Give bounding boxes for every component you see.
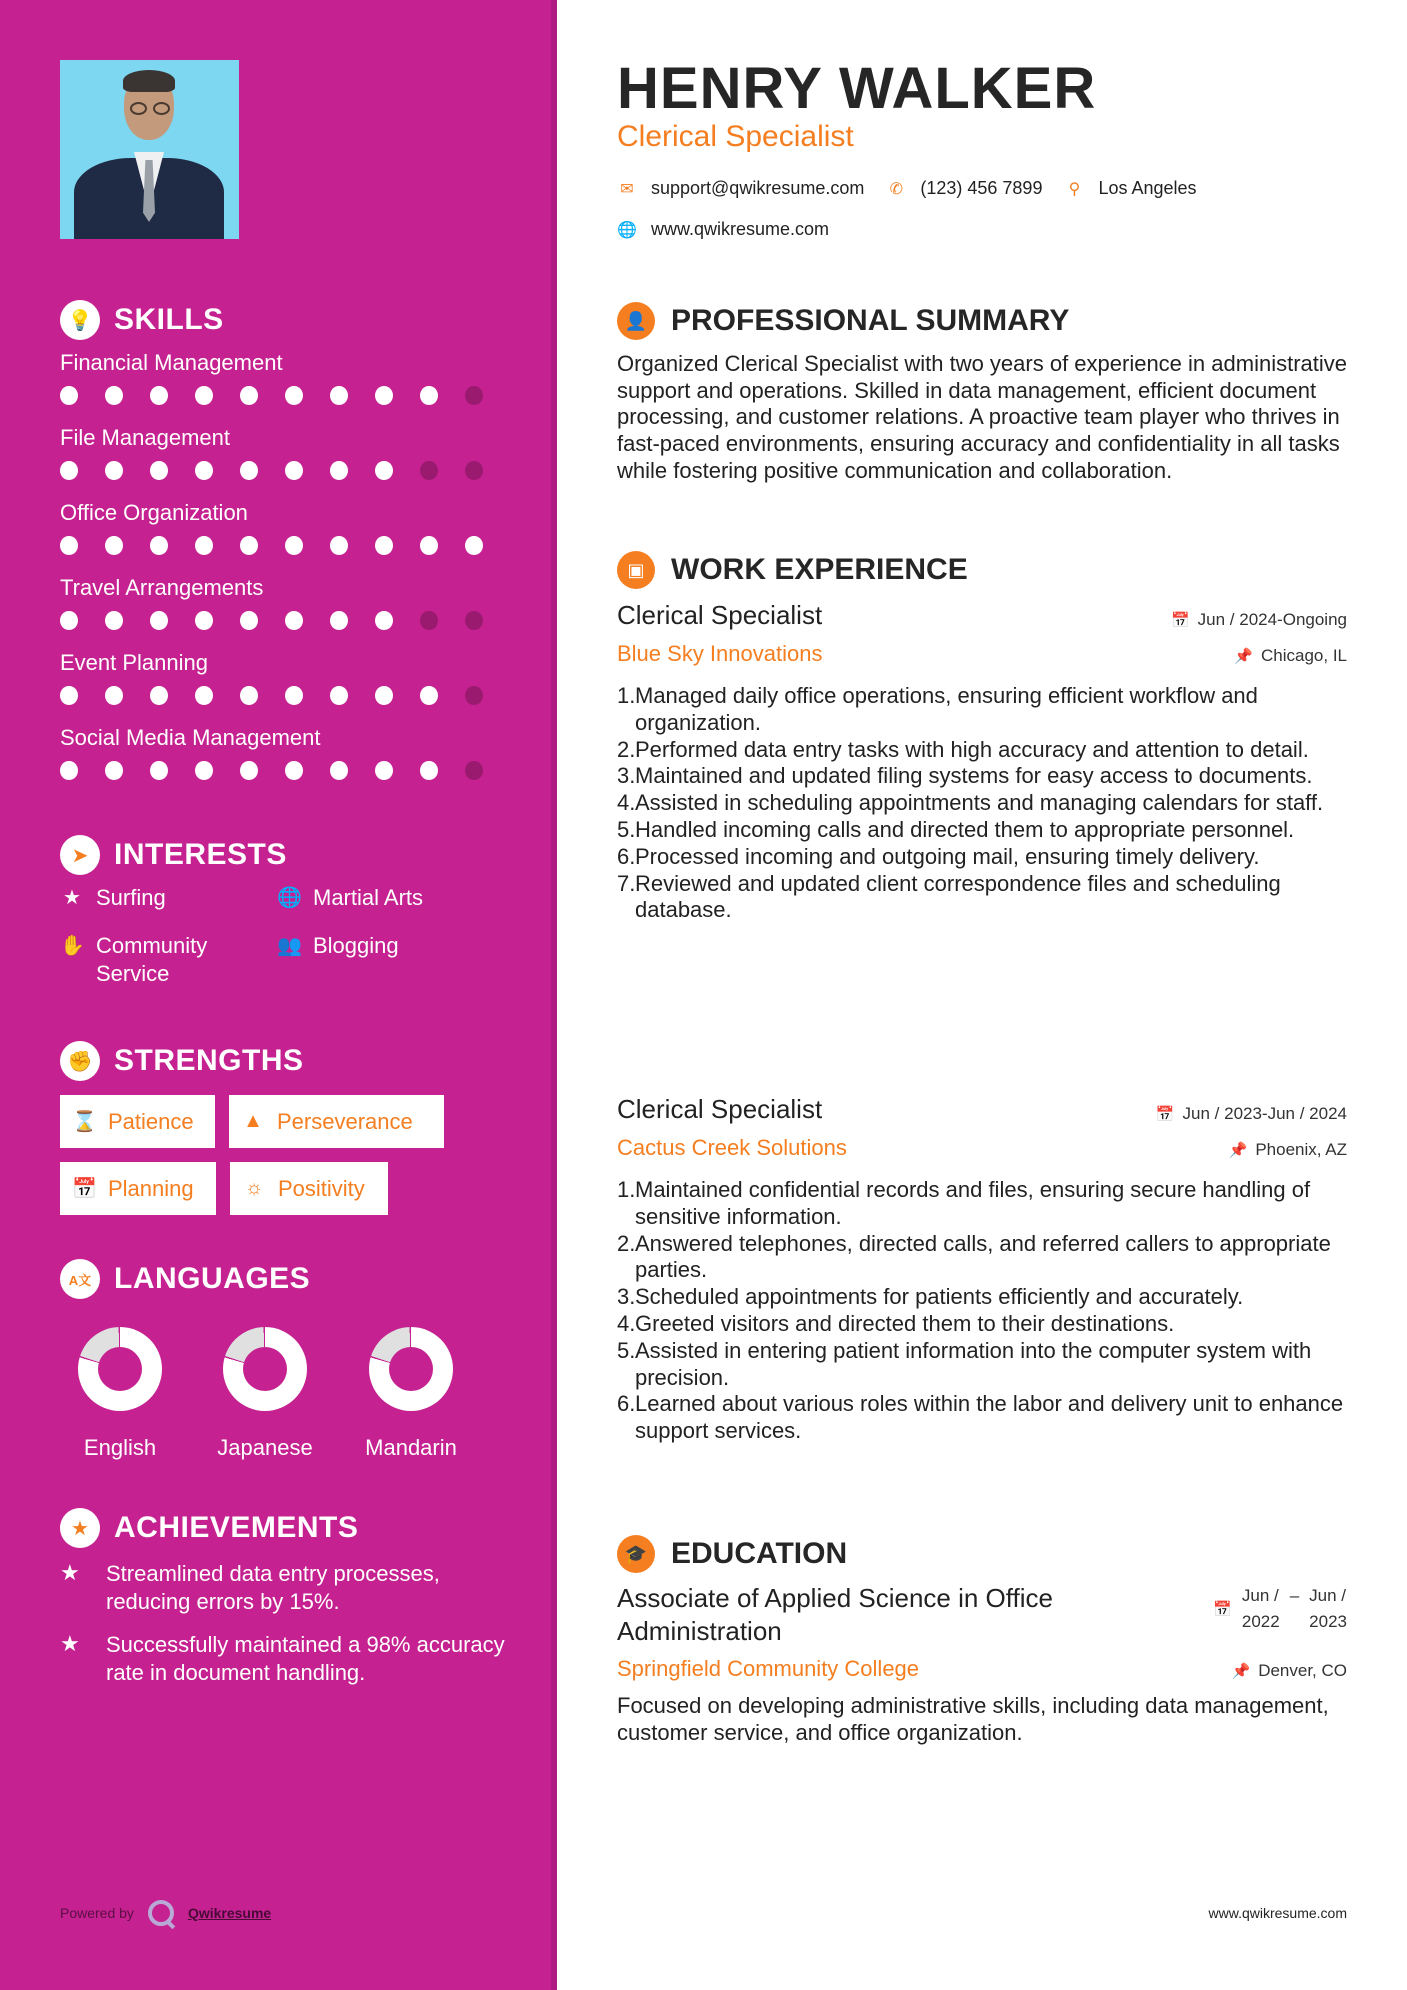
- bullet-item: 5. Handled incoming calls and directed them to appropriate personnel.: [617, 816, 1295, 842]
- skill-rating-dots: [60, 686, 510, 705]
- rating-dot: [150, 761, 168, 780]
- degree-title: Associate of Applied Science in Office Administration: [617, 1583, 1053, 1646]
- contact-location: ⚲ Los Angeles: [1064, 178, 1196, 199]
- experience-heading: ▣ WORK EXPERIENCE: [617, 551, 968, 589]
- rating-dot: [330, 386, 348, 405]
- achievement-item: ★ Successfully maintained a 98% accuracy rate in document handling.: [60, 1631, 505, 1685]
- qwikresume-logo-icon: [148, 1900, 174, 1926]
- languages-heading: A文 LANGUAGES: [60, 1259, 310, 1299]
- rating-dot: [105, 536, 123, 555]
- rating-dot: [330, 461, 348, 480]
- lightbulb-icon: 💡: [60, 300, 100, 340]
- calendar-icon: 📅: [1213, 1601, 1232, 1618]
- shooting-star-icon: ★: [60, 1508, 100, 1548]
- skill-item: [60, 350, 510, 405]
- bullet-item: 4. Greeted visitors and directed them to their destinations.: [617, 1310, 1175, 1336]
- calendar-icon: 📅: [1170, 612, 1190, 629]
- globe-icon: 🌐: [617, 221, 637, 239]
- translate-icon: A文: [60, 1259, 100, 1299]
- rating-dot: [150, 386, 168, 405]
- shooting-star-icon: ★: [60, 1631, 80, 1656]
- skill-name: Financial Management: [60, 350, 283, 375]
- skill-rating-dots: [60, 761, 510, 780]
- interests-heading: ➤ INTERESTS: [60, 835, 287, 875]
- bullet-item: 1. Managed daily office operations, ensuring efficient workflow and organization.: [617, 683, 1258, 735]
- rating-dot: [60, 461, 78, 480]
- language-level-donut: [369, 1327, 453, 1411]
- rating-dot: [150, 536, 168, 555]
- strengths-heading: ✊ STRENGTHS: [60, 1041, 304, 1081]
- rating-dot: [420, 461, 438, 480]
- main-content: [557, 0, 1407, 1990]
- map-pin-icon: ⚲: [1068, 180, 1081, 198]
- rating-dot: [375, 761, 393, 780]
- achievement-item: ★ Streamlined data entry processes, reducing errors by 15%.: [60, 1560, 440, 1614]
- rating-dot: [240, 686, 258, 705]
- rating-dot: [285, 536, 303, 555]
- education-dates: 📅 Jun / 2022 – Jun / 2023: [1213, 1583, 1347, 1635]
- user-icon: 👤: [617, 302, 655, 340]
- rating-dot: [420, 761, 438, 780]
- rating-dot: [60, 536, 78, 555]
- company-name: Cactus Creek Solutions: [617, 1135, 847, 1160]
- office-chair-icon: ▣: [617, 551, 655, 589]
- rating-dot: [105, 461, 123, 480]
- rating-dot: [60, 386, 78, 405]
- job-location: 📌 Chicago, IL: [1234, 646, 1347, 665]
- skill-rating-dots: [60, 611, 510, 630]
- rating-dot: [195, 461, 213, 480]
- skill-item: [60, 575, 510, 630]
- rating-dot: [240, 611, 258, 630]
- rating-dot: [465, 386, 483, 405]
- pushpin-icon: 📌: [1228, 1142, 1248, 1159]
- pushpin-icon: 📌: [1231, 1663, 1251, 1680]
- powered-by: Powered by Qwikresume: [60, 1900, 271, 1926]
- rating-dot: [195, 686, 213, 705]
- rating-dot: [105, 386, 123, 405]
- rating-dot: [465, 686, 483, 705]
- hand-icon: ✋: [60, 935, 85, 957]
- strength-badge: ☼ Positivity: [230, 1162, 388, 1215]
- strength-badge: 📅 Planning: [60, 1162, 216, 1215]
- fist-icon: ✊: [60, 1041, 100, 1081]
- skill-name: Event Planning: [60, 650, 208, 675]
- footer-website-link[interactable]: www.qwikresume.com: [1208, 1905, 1347, 1921]
- language-item: English: [60, 1327, 180, 1461]
- graduate-icon: 🎓: [617, 1535, 655, 1573]
- shooting-star-icon: ★: [60, 1560, 80, 1585]
- rating-dot: [330, 761, 348, 780]
- skills-heading: 💡 SKILLS: [60, 300, 224, 340]
- candidate-name: HENRY WALKER: [617, 56, 1097, 121]
- phone-icon: ✆: [889, 180, 904, 198]
- school-name: Springfield Community College: [617, 1656, 920, 1681]
- candidate-role: Clerical Specialist: [617, 120, 854, 153]
- language-item: Mandarin: [351, 1327, 471, 1461]
- rating-dot: [420, 536, 438, 555]
- rating-dot: [465, 761, 483, 780]
- bullet-item: 6. Learned about various roles within the labor and delivery unit to enhance support services.: [617, 1391, 1344, 1444]
- rating-dot: [420, 686, 438, 705]
- rating-dot: [375, 686, 393, 705]
- rating-dot: [60, 611, 78, 630]
- skill-rating-dots: [60, 461, 510, 480]
- rating-dot: [195, 611, 213, 630]
- skill-item: [60, 725, 510, 780]
- rating-dot: [285, 761, 303, 780]
- job-title: Clerical Specialist: [617, 600, 823, 630]
- rating-dot: [285, 611, 303, 630]
- rating-dot: [330, 611, 348, 630]
- skill-name: Social Media Management: [60, 725, 321, 750]
- road-icon: ▲: [243, 1110, 263, 1132]
- summary-heading: 👤 PROFESSIONAL SUMMARY: [617, 302, 1069, 340]
- interest-item: 👥 Blogging: [277, 933, 399, 958]
- rating-dot: [420, 611, 438, 630]
- education-description: Focused on developing administrative skills, including data management, customer service, and office organization.: [617, 1693, 1329, 1745]
- globe-icon: 🌐: [277, 887, 302, 909]
- job-title: Clerical Specialist: [617, 1094, 823, 1124]
- language-level-donut: [223, 1327, 307, 1411]
- rating-dot: [285, 386, 303, 405]
- bullet-item: 3. Scheduled appointments for patients efficiently and accurately.: [617, 1284, 1244, 1310]
- rating-dot: [60, 761, 78, 780]
- skill-item: [60, 650, 510, 705]
- rating-dot: [420, 386, 438, 405]
- rating-dot: [465, 611, 483, 630]
- contact-email[interactable]: ✉ support@qwikresume.com: [617, 178, 864, 199]
- rating-dot: [375, 386, 393, 405]
- rating-dot: [105, 761, 123, 780]
- education-heading: 🎓 EDUCATION: [617, 1535, 847, 1573]
- users-icon: 👥: [277, 935, 302, 957]
- rating-dot: [195, 761, 213, 780]
- contact-row: [617, 219, 851, 240]
- bullet-item: 2. Answered telephones, directed calls, and referred callers to appropriate parties.: [617, 1230, 1331, 1283]
- profile-photo: [60, 60, 239, 239]
- rating-dot: [150, 461, 168, 480]
- job-bullets: [617, 683, 1357, 924]
- star-icon: ★: [63, 887, 81, 909]
- rating-dot: [105, 686, 123, 705]
- sun-icon: ☼: [244, 1177, 264, 1199]
- education-location: 📌 Denver, CO: [1231, 1661, 1347, 1680]
- rating-dot: [195, 536, 213, 555]
- skill-name: Office Organization: [60, 500, 248, 525]
- rating-dot: [330, 686, 348, 705]
- rating-dot: [375, 611, 393, 630]
- contact-website[interactable]: 🌐 www.qwikresume.com: [617, 219, 830, 239]
- interest-item: ★ Surfing: [60, 884, 166, 912]
- paper-plane-icon: ➤: [60, 835, 100, 875]
- skill-name: Travel Arrangements: [60, 575, 264, 600]
- pushpin-icon: 📌: [1234, 648, 1253, 665]
- rating-dot: [240, 386, 258, 405]
- rating-dot: [465, 461, 483, 480]
- rating-dot: [240, 761, 258, 780]
- achievements-heading: ★ ACHIEVEMENTS: [60, 1508, 358, 1548]
- skill-item: [60, 425, 510, 480]
- summary-text: Organized Clerical Specialist with two years of experience in administrative support and operations. Skilled in data management, efficient document processing, and customer relations. A proactive team player who thrives in fast-paced environments, ensuring accuracy and confidentiality in all tasks while fostering positive communication and collaboration.: [617, 351, 1347, 483]
- sidebar: [0, 0, 557, 1990]
- envelope-icon: ✉: [620, 180, 634, 198]
- skill-rating-dots: [60, 386, 510, 405]
- rating-dot: [285, 686, 303, 705]
- rating-dot: [240, 461, 258, 480]
- job-dates: 📅 Jun / 2024-Ongoing: [1170, 610, 1347, 629]
- bullet-item: 4. Assisted in scheduling appointments and managing calendars for staff.: [617, 790, 1324, 816]
- job-dates: 📅 Jun / 2023-Jun / 2024: [1155, 1104, 1347, 1123]
- bullet-item: 2. Performed data entry tasks with high accuracy and attention to detail.: [617, 736, 1309, 762]
- rating-dot: [375, 461, 393, 480]
- rating-dot: [150, 686, 168, 705]
- contact-row: [617, 178, 1219, 199]
- hourglass-icon: ⌛: [72, 1111, 97, 1133]
- bullet-item: 3. Maintained and updated filing systems for easy access to documents.: [617, 763, 1313, 789]
- qwikresume-link[interactable]: Qwikresume: [187, 1905, 272, 1921]
- job-bullets: [617, 1177, 1357, 1445]
- skill-item: [60, 500, 510, 555]
- calendar-icon: 📅: [1155, 1106, 1175, 1123]
- bullet-item: 1. Maintained confidential records and files, ensuring secure handling of sensitive information.: [617, 1177, 1311, 1229]
- rating-dot: [285, 461, 303, 480]
- rating-dot: [240, 536, 258, 555]
- rating-dot: [330, 536, 348, 555]
- rating-dot: [150, 611, 168, 630]
- bullet-item: 6. Processed incoming and outgoing mail, ensuring timely delivery.: [617, 843, 1260, 869]
- rating-dot: [375, 536, 393, 555]
- company-name: Blue Sky Innovations: [617, 641, 823, 666]
- rating-dot: [60, 686, 78, 705]
- language-level-donut: [78, 1327, 162, 1411]
- bullet-item: 5. Assisted in entering patient information into the computer system with precision.: [617, 1337, 1312, 1390]
- contact-phone[interactable]: ✆ (123) 456 7899: [886, 178, 1042, 199]
- strength-badge: ⌛ Patience: [60, 1095, 215, 1148]
- strength-badge: ▲ Perseverance: [229, 1095, 444, 1148]
- language-item: Japanese: [205, 1327, 325, 1461]
- interest-item: 🌐 Martial Arts: [277, 885, 424, 910]
- job-location: 📌 Phoenix, AZ: [1228, 1140, 1347, 1159]
- calendar-icon: 📅: [72, 1178, 97, 1200]
- rating-dot: [465, 536, 483, 555]
- bullet-item: 7. Reviewed and updated client correspondence files and scheduling database.: [617, 870, 1281, 923]
- skill-name: File Management: [60, 425, 230, 450]
- rating-dot: [195, 386, 213, 405]
- skill-rating-dots: [60, 536, 510, 555]
- rating-dot: [105, 611, 123, 630]
- interest-item: ✋ Community Service: [60, 933, 208, 986]
